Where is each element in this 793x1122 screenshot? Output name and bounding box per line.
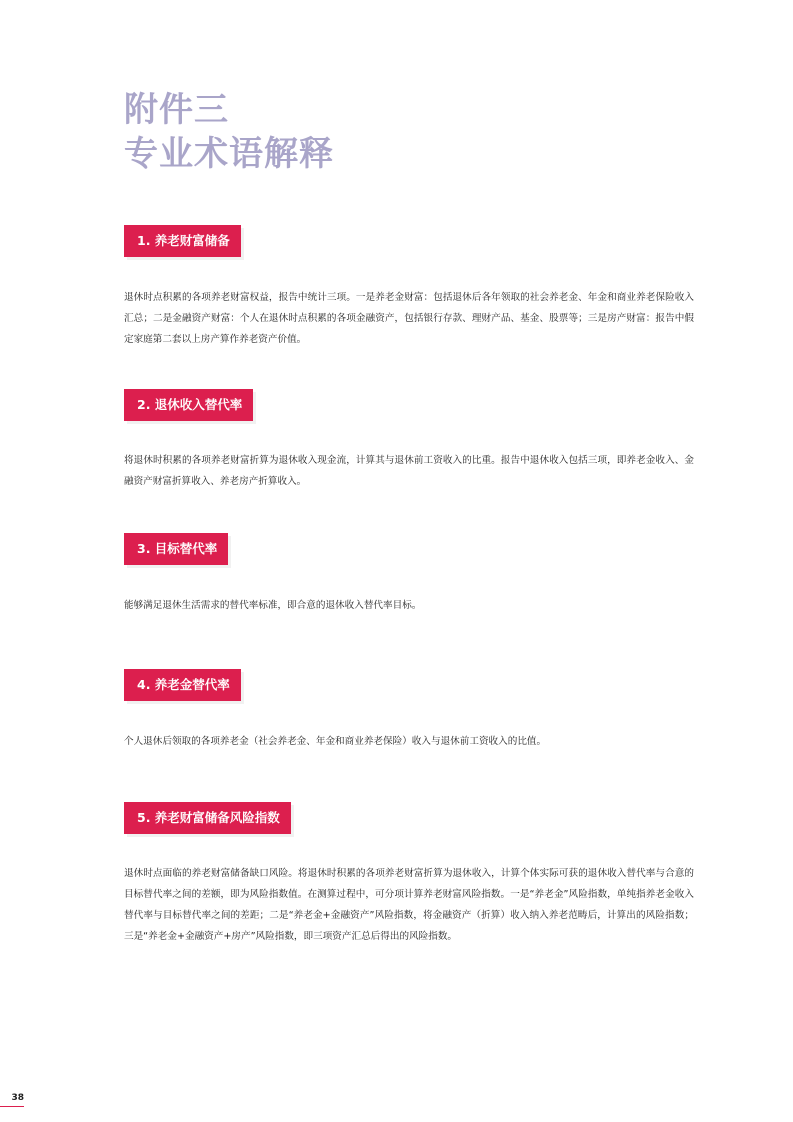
term-heading: 4. 养老金替代率 [124, 669, 241, 701]
page-title-line-1: 附件三 [124, 90, 229, 130]
term-section-3 [124, 533, 694, 611]
term-section-5 [124, 802, 694, 942]
term-section-1 [124, 225, 694, 345]
term-description: 将退休时积累的各项养老财富折算为退休收入现金流，计算其与退休前工资收入的比重。报告中退休收入包括三项，即养老金收入、金融资产财富折算收入、养老房产折算收入。 [124, 455, 694, 487]
term-section-2 [124, 389, 694, 487]
term-description: 退休时点面临的养老财富储备缺口风险。将退休时积累的各项养老财富折算为退休收入，计算个体实际可获的退休收入替代率与合意的目标替代率之间的差额，即为风险指数值。在测算过程中，可分项计算养老财富风险指数。一是“养老金”风险指数，单纯指养老金收入替代率与目标替代率之间的差距；二是“养老金+金融资产”风险指数，将金融资产（折算）收入纳入养老范畴后，计算出的风险指数；三是“养老金+金融资产+房产”风险指数，即三项资产汇总后得出的风险指数。 [124, 868, 694, 942]
page-number: 38 [0, 1093, 24, 1107]
page-title [124, 88, 334, 176]
term-description: 能够满足退休生活需求的替代率标准，即合意的退休收入替代率目标。 [124, 600, 422, 611]
term-heading: 3. 目标替代率 [124, 533, 228, 565]
term-description: 退休时点积累的各项养老财富权益，报告中统计三项。一是养老金财富：包括退休后各年领取的社会养老金、年金和商业养老保险收入汇总；二是金融资产财富：个人在退休时点积累的各项金融资产，包括银行存款、理财产品、基金、股票等；三是房产财富：报告中假定家庭第二套以上房产算作养老资产价值。 [124, 292, 694, 345]
term-description: 个人退休后领取的各项养老金（社会养老金、年金和商业养老保险）收入与退休前工资收入的比值。 [124, 736, 547, 747]
term-section-4 [124, 669, 694, 747]
term-heading: 2. 退休收入替代率 [124, 389, 253, 421]
term-heading: 1. 养老财富储备 [124, 225, 241, 257]
page-title-line-2: 专业术语解释 [124, 134, 334, 174]
term-heading: 5. 养老财富储备风险指数 [124, 802, 291, 834]
